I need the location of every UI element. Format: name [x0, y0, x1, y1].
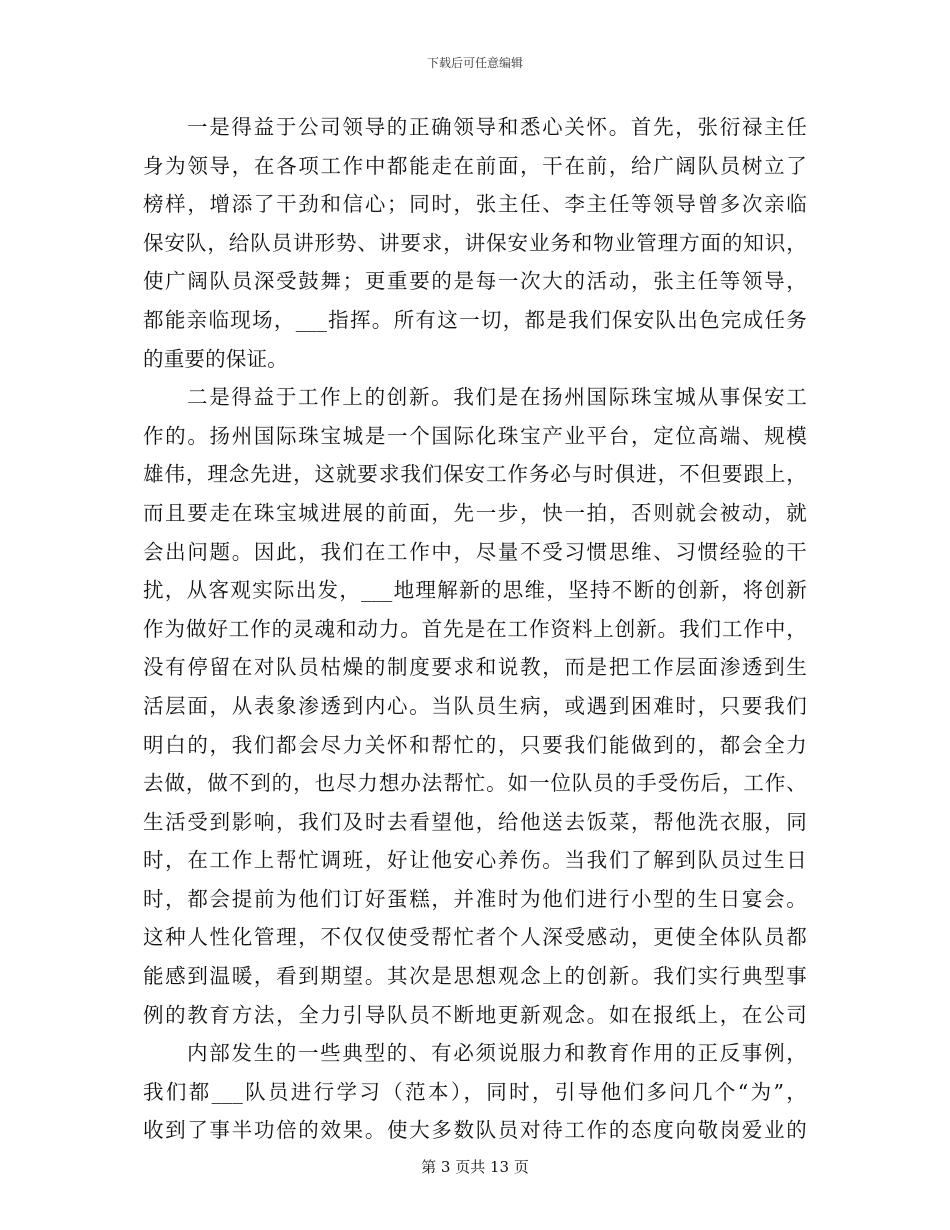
document-body — [143, 108, 807, 1150]
text-line: 生活受到影响，我们及时去看望他，给他送去饭菜，帮他洗衣服，同 — [143, 809, 807, 834]
text-line: 扰，从客观实际出发，___地理解新的思维，坚持不断的创新，将创新 — [143, 578, 807, 603]
page-footer: 第 3 页共 13 页 — [421, 1158, 529, 1176]
text-line: 活层面，从表象渗透到内心。当队员生病，或遇到困难时，只要我们 — [143, 693, 807, 718]
text-line: 明白的，我们都会尽力关怀和帮忙的，只要我们能做到的，都会全力 — [143, 732, 807, 757]
page-header: 下载后可任意编辑 — [426, 56, 523, 70]
text-line: 时，在工作上帮忙调班，好让他安心养伤。当我们了解到队员过生日 — [143, 848, 807, 873]
text-line: 收到了事半功倍的效果。使大多数队员对待工作的态度向敬岗爱业的 — [143, 1118, 807, 1143]
text-line: 作为做好工作的灵魂和动力。首先是在工作资料上创新。我们工作中， — [143, 616, 807, 641]
text-line: 作的。扬州国际珠宝城是一个国际化珠宝产业平台，定位高端、规模 — [143, 423, 807, 448]
text-line: 使广阔队员深受鼓舞；更重要的是每一次大的活动，张主任等领导， — [143, 269, 807, 294]
text-line: 例的教育方法，全力引导队员不断地更新观念。如在报纸上，在公司 — [143, 1002, 807, 1027]
text-line: 都能亲临现场，___指挥。所有这一切，都是我们保安队出色完成任务 — [143, 307, 807, 332]
text-line: 身为领导，在各项工作中都能走在前面，干在前，给广阔队员树立了 — [143, 153, 807, 178]
text-line: 时，都会提前为他们订好蛋糕，并准时为他们进行小型的生日宴会。 — [143, 886, 807, 911]
text-line: 二是得益于工作上的创新。我们是在扬州国际珠宝城从事保安工 — [187, 385, 807, 410]
text-line: 能感到温暖，看到期望。其次是思想观念上的创新。我们实行典型事 — [143, 964, 807, 989]
text-line: 会出问题。因此，我们在工作中，尽量不受习惯思维、习惯经验的干 — [143, 539, 807, 564]
text-line: 而且要走在珠宝城进展的前面，先一步，快一拍，否则就会被动，就 — [143, 500, 807, 525]
text-line: 我们都___队员进行学习（范本），同时，引导他们多问几个“为”， — [143, 1079, 807, 1104]
text-line: 雄伟，理念先进，这就要求我们保安工作务必与时俱进，不但要跟上， — [143, 462, 807, 487]
text-line: 的重要的保证。 — [143, 346, 288, 371]
text-line: 保安队，给队员讲形势、讲要求，讲保安业务和物业管理方面的知识， — [143, 230, 807, 255]
text-line: 去做，做不到的，也尽力想办法帮忙。如一位队员的手受伤后，工作、 — [143, 771, 807, 796]
text-line: 这种人性化管理，不仅仅使受帮忙者个人深受感动，更使全体队员都 — [143, 925, 807, 950]
text-line: 内部发生的一些典型的、有必须说服力和教育作用的正反事例， — [187, 1041, 807, 1066]
text-line: 榜样，增添了干劲和信心；同时，张主任、李主任等领导曾多次亲临 — [143, 192, 807, 217]
text-line: 一是得益于公司领导的正确领导和悉心关怀。首先，张衍禄主任 — [187, 115, 807, 139]
text-line: 没有停留在对队员枯燥的制度要求和说教，而是把工作层面渗透到生 — [143, 655, 807, 680]
